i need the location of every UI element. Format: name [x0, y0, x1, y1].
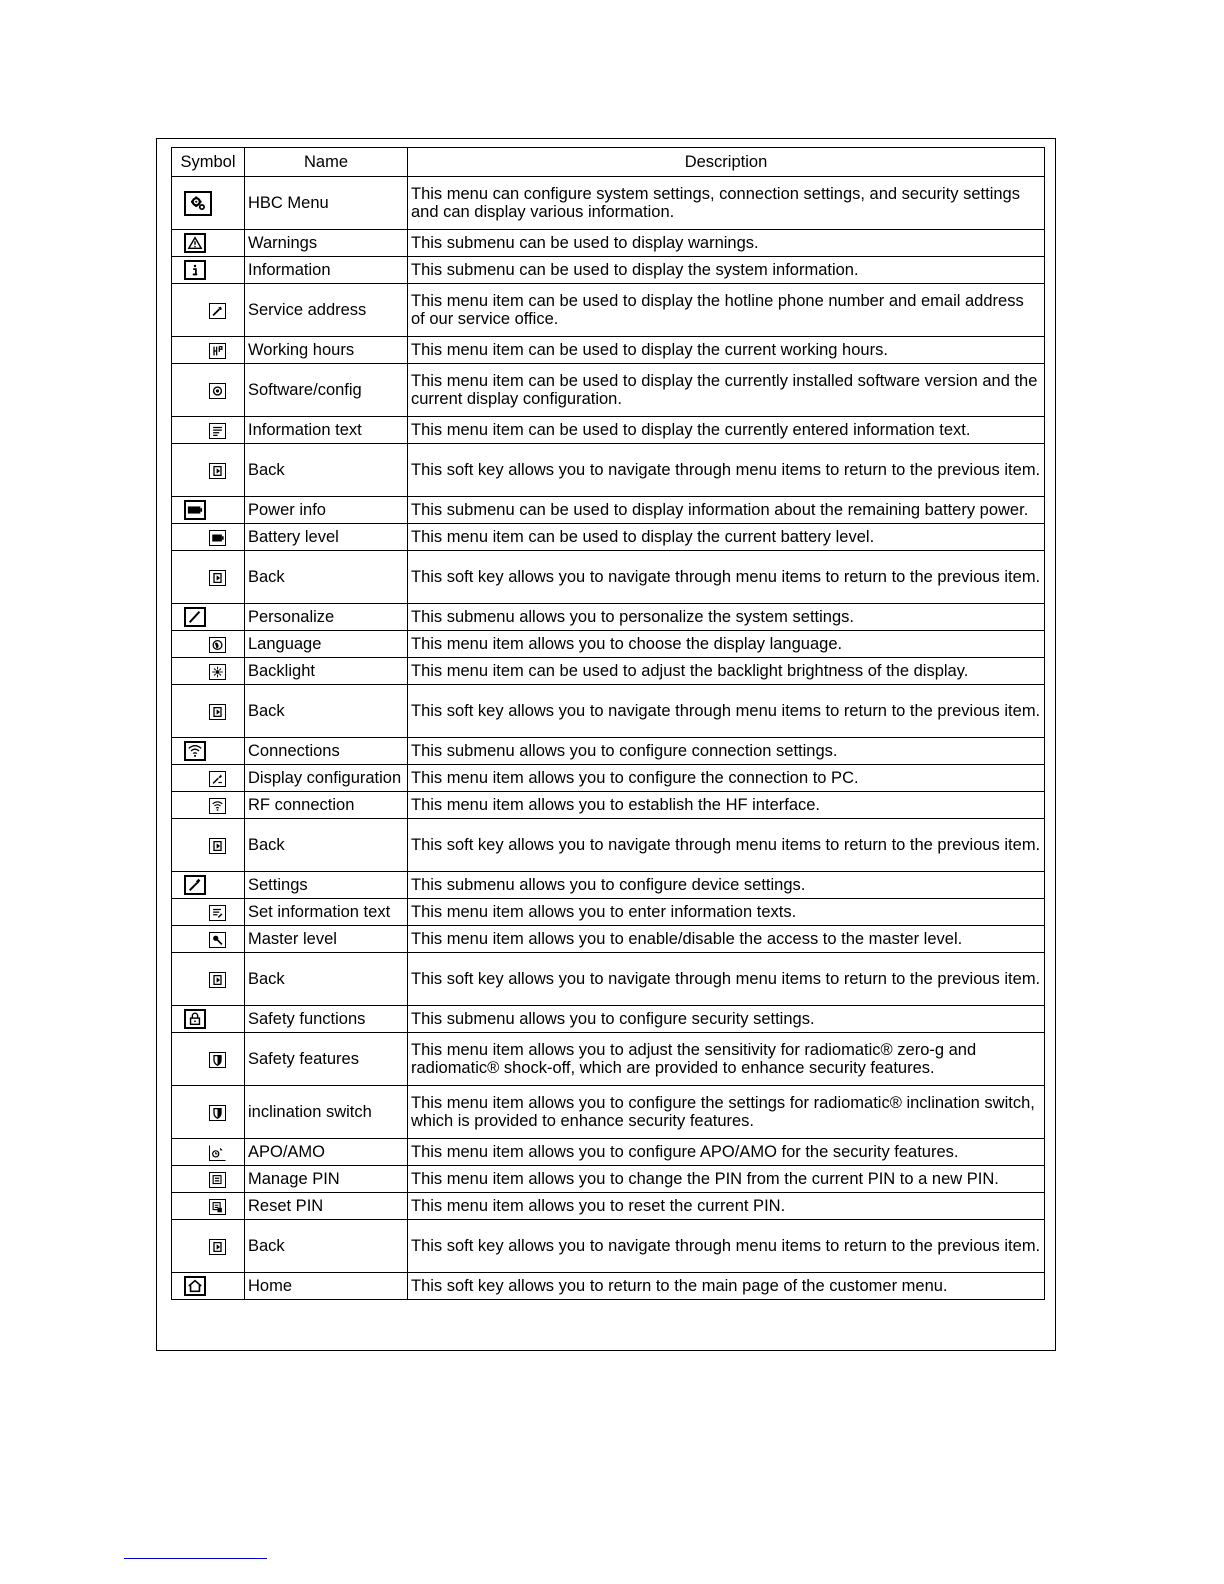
- row-description: This soft key allows you to navigate through menu items to return to the previous item.: [408, 953, 1045, 1006]
- row-description: This submenu allows you to configure security settings.: [408, 1006, 1045, 1033]
- back-icon: [209, 704, 226, 720]
- info-icon: [184, 260, 206, 280]
- row-description: This soft key allows you to navigate through menu items to return to the previous item.: [408, 551, 1045, 604]
- row-name: Backlight: [245, 658, 408, 685]
- row-name: Warnings: [245, 230, 408, 257]
- row-name: Back: [245, 551, 408, 604]
- row-description: This menu item can be used to display the current battery level.: [408, 524, 1045, 551]
- table-row: [172, 658, 1045, 685]
- row-description: This submenu can be used to display the system information.: [408, 257, 1045, 284]
- software-icon: [209, 383, 226, 399]
- row-name: Back: [245, 685, 408, 738]
- table-row: [172, 257, 1045, 284]
- back-icon: [209, 972, 226, 988]
- table-row: [172, 953, 1045, 1006]
- table-row: [172, 444, 1045, 497]
- row-description: This menu item can be used to adjust the backlight brightness of the display.: [408, 658, 1045, 685]
- table-row: [172, 872, 1045, 899]
- symbol-table: [171, 147, 1045, 1300]
- display-config-icon: [209, 771, 226, 787]
- row-description: This soft key allows you to return to the main page of the customer menu.: [408, 1273, 1045, 1300]
- row-name: Personalize: [245, 604, 408, 631]
- table-row: [172, 417, 1045, 444]
- row-description: This submenu allows you to configure device settings.: [408, 872, 1045, 899]
- table-row: [172, 551, 1045, 604]
- row-name: Master level: [245, 926, 408, 953]
- row-name: Language: [245, 631, 408, 658]
- row-name: Connections: [245, 738, 408, 765]
- row-name: RF connection: [245, 792, 408, 819]
- wifi-icon: [184, 741, 206, 761]
- table-row: [172, 1193, 1045, 1220]
- shield-icon: [209, 1052, 226, 1068]
- row-description: This menu item allows you to choose the display language.: [408, 631, 1045, 658]
- row-description: This submenu can be used to display warnings.: [408, 230, 1045, 257]
- row-name: Set information text: [245, 899, 408, 926]
- table-header-row: [172, 148, 1045, 177]
- header-symbol: Symbol: [172, 148, 245, 177]
- row-name: APO/AMO: [245, 1139, 408, 1166]
- row-description: This menu item allows you to change the PIN from the current PIN to a new PIN.: [408, 1166, 1045, 1193]
- row-description: This menu item allows you to configure APO/AMO for the security features.: [408, 1139, 1045, 1166]
- sun-icon: [209, 664, 226, 680]
- row-description: This menu item allows you to configure the connection to PC.: [408, 765, 1045, 792]
- battery-icon: [209, 530, 226, 546]
- footnote-separator: [124, 1558, 267, 1559]
- row-description: This submenu allows you to configure connection settings.: [408, 738, 1045, 765]
- table-row: [172, 685, 1045, 738]
- row-description: This menu can configure system settings, connection settings, and security settings and can display various information.: [408, 177, 1045, 230]
- table-row: [172, 899, 1045, 926]
- pin-icon: [209, 1172, 226, 1188]
- row-description: This menu item can be used to display the currently installed software version and the current display configuration.: [408, 364, 1045, 417]
- table-row: [172, 792, 1045, 819]
- row-description: This menu item allows you to adjust the sensitivity for radiomatic® zero-g and radiomatic® shock-off, which are provided to enhance security features.: [408, 1033, 1045, 1086]
- table-row: [172, 1033, 1045, 1086]
- table-row: [172, 1006, 1045, 1033]
- row-description: This soft key allows you to navigate through menu items to return to the previous item.: [408, 685, 1045, 738]
- table-row: [172, 819, 1045, 872]
- globe-icon: [209, 637, 226, 653]
- back-icon: [209, 838, 226, 854]
- table-row: [172, 1273, 1045, 1300]
- header-description: Description: [408, 148, 1045, 177]
- row-description: This menu item allows you to establish the HF interface.: [408, 792, 1045, 819]
- row-name: Manage PIN: [245, 1166, 408, 1193]
- text-icon: [209, 423, 226, 439]
- table-row: [172, 284, 1045, 337]
- row-name: Safety features: [245, 1033, 408, 1086]
- row-name: Back: [245, 444, 408, 497]
- row-name: Back: [245, 1220, 408, 1273]
- row-name: Back: [245, 819, 408, 872]
- wifi-icon: [209, 798, 226, 814]
- row-name: Reset PIN: [245, 1193, 408, 1220]
- table-row: [172, 631, 1045, 658]
- lock-icon: [184, 1009, 206, 1029]
- hours-icon: [209, 343, 226, 359]
- row-description: This menu item can be used to display the currently entered information text.: [408, 417, 1045, 444]
- table-row: [172, 926, 1045, 953]
- row-name: Settings: [245, 872, 408, 899]
- table-row: [172, 604, 1045, 631]
- apo-icon: [209, 1145, 226, 1161]
- pin-reset-icon: [209, 1199, 226, 1215]
- table-row: [172, 1139, 1045, 1166]
- row-name: Working hours: [245, 337, 408, 364]
- table-row: [172, 337, 1045, 364]
- table-row: [172, 1166, 1045, 1193]
- row-description: This menu item can be used to display the current working hours.: [408, 337, 1045, 364]
- text-edit-icon: [209, 905, 226, 921]
- row-description: This menu item can be used to display the hotline phone number and email address of our service office.: [408, 284, 1045, 337]
- row-description: This soft key allows you to navigate through menu items to return to the previous item.: [408, 444, 1045, 497]
- row-description: This menu item allows you to enter information texts.: [408, 899, 1045, 926]
- wrench-icon: [184, 875, 206, 895]
- table-row: [172, 524, 1045, 551]
- row-name: inclination switch: [245, 1086, 408, 1139]
- row-name: Software/config: [245, 364, 408, 417]
- table-row: [172, 1220, 1045, 1273]
- table-row: [172, 364, 1045, 417]
- battery-icon: [184, 500, 206, 520]
- table-row: [172, 738, 1045, 765]
- row-name: Information: [245, 257, 408, 284]
- back-icon: [209, 570, 226, 586]
- table-row: [172, 1086, 1045, 1139]
- pen-icon: [184, 607, 206, 627]
- row-name: Service address: [245, 284, 408, 337]
- row-description: This menu item allows you to reset the current PIN.: [408, 1193, 1045, 1220]
- row-description: This submenu can be used to display information about the remaining battery power.: [408, 497, 1045, 524]
- row-description: This soft key allows you to navigate through menu items to return to the previous item.: [408, 1220, 1045, 1273]
- shield-icon: [209, 1105, 226, 1121]
- row-name: Safety functions: [245, 1006, 408, 1033]
- gear-icon: [184, 191, 212, 216]
- row-name: Power info: [245, 497, 408, 524]
- row-name: Home: [245, 1273, 408, 1300]
- row-description: This menu item allows you to configure the settings for radiomatic® inclination switch, which is provided to enhance security features.: [408, 1086, 1045, 1139]
- wrench-icon: [209, 303, 226, 319]
- warning-icon: [184, 233, 206, 253]
- row-name: Information text: [245, 417, 408, 444]
- table-row: [172, 765, 1045, 792]
- row-name: Display configuration: [245, 765, 408, 792]
- home-icon: [184, 1276, 206, 1296]
- header-name: Name: [245, 148, 408, 177]
- row-description: This menu item allows you to enable/disable the access to the master level.: [408, 926, 1045, 953]
- back-icon: [209, 1239, 226, 1255]
- back-icon: [209, 463, 226, 479]
- key-icon: [209, 932, 226, 948]
- row-name: HBC Menu: [245, 177, 408, 230]
- table-row: [172, 177, 1045, 230]
- table-row: [172, 230, 1045, 257]
- table-row: [172, 497, 1045, 524]
- row-name: Battery level: [245, 524, 408, 551]
- row-description: This soft key allows you to navigate through menu items to return to the previous item.: [408, 819, 1045, 872]
- row-description: This submenu allows you to personalize the system settings.: [408, 604, 1045, 631]
- row-name: Back: [245, 953, 408, 1006]
